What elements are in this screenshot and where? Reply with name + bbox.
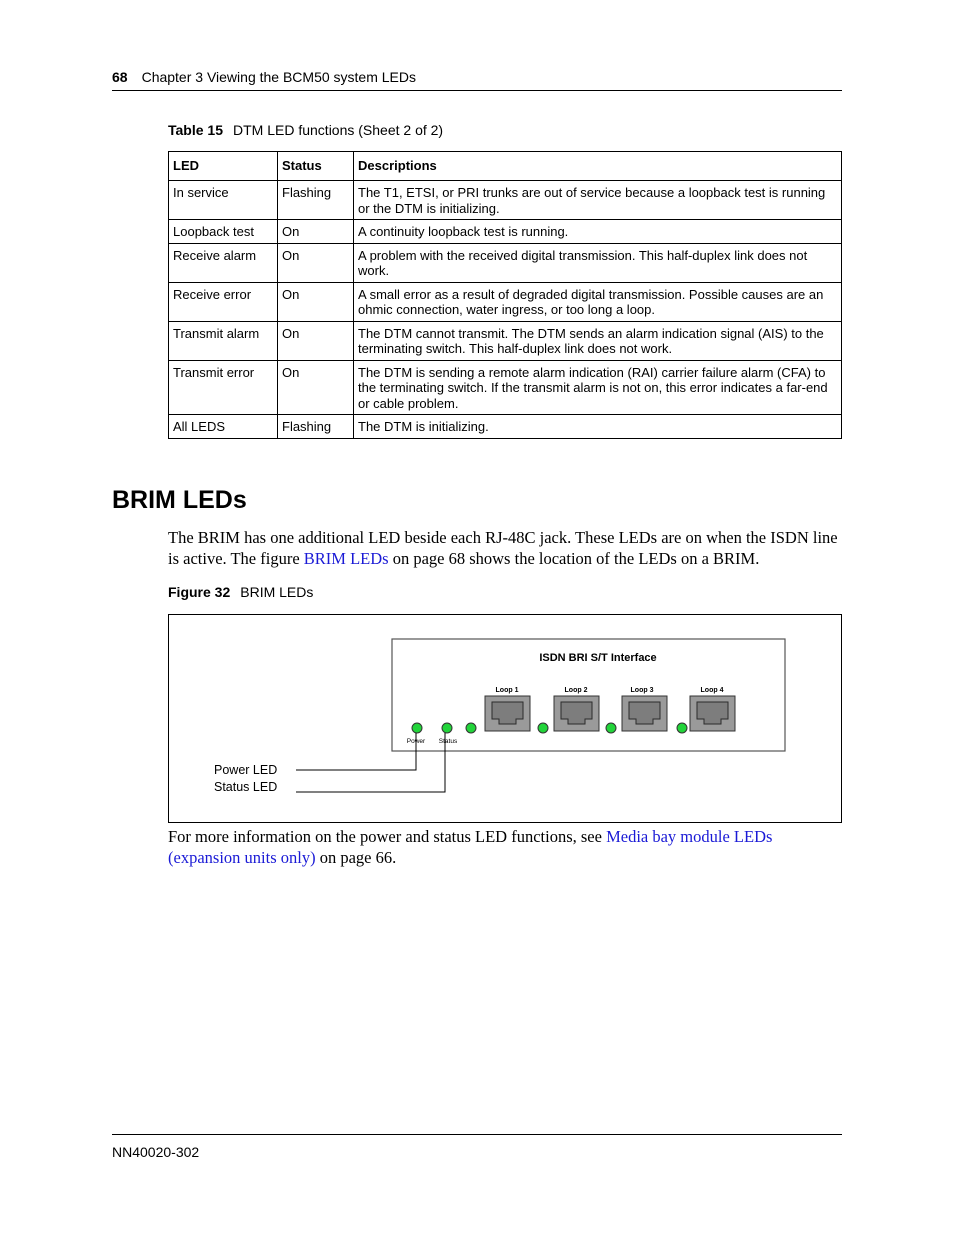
cell-description: The T1, ETSI, or PRI trunks are out of service because a loopback test is running or the DTM is initializing. [354,181,842,220]
table-row [169,220,842,244]
cell-status: On [278,360,354,415]
page-footer [112,1134,842,1160]
rj48c-jack-4 [690,696,735,731]
cell-description: A problem with the received digital transmission. This half-duplex link does not work. [354,243,842,282]
cell-status: On [278,220,354,244]
power-led [412,723,422,733]
led-functions-table [168,151,842,439]
figure-caption-label: Figure 32 [168,584,231,600]
cell-description: A small error as a result of degraded digital transmission. Possible causes are an ohmic connection, water ingress, or too long a loop. [354,282,842,321]
loop-3-led [606,723,616,733]
cell-status: On [278,243,354,282]
rj48c-jack-2 [554,696,599,731]
status-small-label: Status [438,738,458,745]
table-row [169,360,842,415]
loop-label: Loop 1 [495,687,519,694]
section-paragraph [168,528,842,569]
table-row [169,243,842,282]
cell-description: The DTM cannot transmit. The DTM sends an alarm indication signal (AIS) to the terminating switch. This half-duplex link does not work. [354,321,842,360]
brim-leds-link[interactable]: BRIM LEDs [303,548,389,568]
cell-status: On [278,321,354,360]
paragraph-text: on page 68 shows the location of the LEDs on a BRIM. [388,548,760,568]
chapter-title: Chapter 3 Viewing the BCM50 system LEDs [141,69,416,85]
loop-label: Loop 2 [564,687,588,694]
cell-status: Flashing [278,415,354,439]
table-caption-text: DTM LED functions (Sheet 2 of 2) [233,122,444,138]
cell-led: Receive alarm [169,243,278,282]
cell-description: The DTM is initializing. [354,415,842,439]
cell-description: A continuity loopback test is running. [354,220,842,244]
paragraph-text: For more information on the power and status LED functions, see [168,827,607,846]
cell-led: Transmit alarm [169,321,278,360]
rj48c-jack-1 [485,696,530,731]
table-row [169,415,842,439]
figure-caption-text: BRIM LEDs [240,584,314,600]
cell-led: Transmit error [169,360,278,415]
brim-panel-diagram [169,615,841,822]
cell-description: The DTM is sending a remote alarm indication (RAI) carrier failure alarm (CFA) to the terminating switch. If the transmit alarm is not on, this error indicates a far-end or cable problem. [354,360,842,415]
rj48c-jack-3 [622,696,667,731]
cell-status: Flashing [278,181,354,220]
loop-1-led [466,723,476,733]
document-number: NN40020-302 [112,1144,200,1160]
table-row [169,321,842,360]
media-bay-leds-link[interactable]: Media bay module LEDs (expansion units only) [168,827,773,867]
page-header [112,68,842,91]
paragraph-text: on page 66. [315,847,397,867]
figure-caption [168,584,313,600]
table-row [169,181,842,220]
cell-status: On [278,282,354,321]
section-heading: BRIM LEDs [112,486,247,514]
column-header-status: Status [278,152,354,181]
brim-figure [168,614,842,823]
table-row [169,282,842,321]
paragraph-text: The BRIM has one additional LED beside each RJ-48C jack. These LEDs are on when the ISDN line is active. The figure [168,528,838,568]
cell-led: In service [169,181,278,220]
loop-label: Loop 4 [700,687,724,694]
power-led-callout: Power LED [214,763,278,777]
cell-led: Loopback test [169,220,278,244]
cell-led: Receive error [169,282,278,321]
column-header-led: LED [169,152,278,181]
status-led [442,723,452,733]
loop-label: Loop 3 [630,687,654,694]
info-paragraph [168,827,842,868]
status-led-callout: Status LED [214,780,278,794]
power-small-label: Power [406,738,426,745]
table-header-row [169,152,842,181]
page-number: 68 [112,69,128,85]
table-caption-label: Table 15 [168,122,223,138]
cell-led: All LEDS [169,415,278,439]
table-caption [168,122,443,138]
loop-2-led [538,723,548,733]
column-header-descriptions: Descriptions [354,152,842,181]
panel-title: ISDN BRI S/T Interface [539,652,657,664]
loop-4-led [677,723,687,733]
